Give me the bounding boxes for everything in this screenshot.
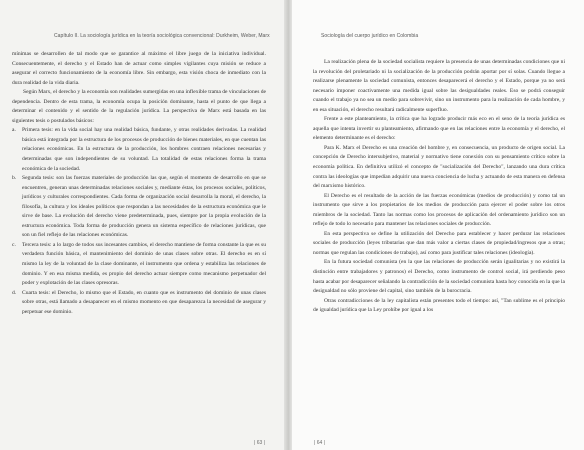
list-item-text: Primera tesis: en la vida social hay una realidad básica, fundante, y otras realidades derivadas. La realidad básica está integrada por la estructura de los procesos de producción de bienes materiales, en que cuentan las relaciones económicas. En la estructura de la producción, los hombres contraen relaciones necesarias y determinadas que son independientes de su voluntad. La totalidad de estas relaciones forma la trama económica de la sociedad.: [22, 127, 266, 172]
page-number-right: | 64 |: [314, 440, 325, 446]
list-marker: c.: [12, 241, 16, 248]
right-page-body: [313, 58, 565, 316]
left-page: [0, 0, 287, 450]
list-marker: d.: [12, 289, 17, 296]
page-number-left: | 63 |: [254, 440, 265, 446]
paragraph: La realización plena de la sociedad socialista requiere la presencia de unas determinadas condiciones que ni la revolución del proletariado ni la socialización de la producción podrán aportar por sí solas. Cuando llegue a realizarse plenamente la sociedad comunista, entonces desaparecerá el derecho y el Estado, porque ya no será necesario imponer coactivamente una medida igual sobre las desigualdades reales. Eso se podrá conseguir cuando el trabajo ya no sea un medio para sobrevivir, sino un instrumento para la realización de cada hombre, y en esa situación, el derecho resultará radicalmente superfluo.: [313, 59, 565, 113]
list-marker: b.: [12, 175, 17, 182]
paragraph: mínimas se desarrollen de tal modo que se garantice al máximo el libre juego de la iniciativa individual. Consecuentemente, el derecho y el Estado han de actuar como simples vigilantes cuya misión se reduce a asegurar el correcto funcionamiento de la economía libre. Sin embargo, esta visión choca de inmediato con la dura realidad de la vida diaria.: [12, 51, 266, 86]
list-item-text: Cuarta tesis: el Derecho, lo mismo que el Estado, en cuanto que es instrumento del dominio de unas clases sobre otras, está llamado a desaparecer en el mismo momento en que desaparezca la necesidad de asegurar y perpetuar ese dominio.: [22, 289, 266, 315]
running-header-left: Capítulo II. La sociología jurídica en la teoría sociológica convencional: Durkheim, Weber, Marx: [54, 33, 270, 39]
list-marker: a.: [12, 127, 16, 134]
paragraph: En esta perspectiva se define la utilización del Derecho para establecer y hacer perdurar las relaciones sociales de producción (leyes tributarias que dan más valor a ciertas clases de propiedad/ingresos que a otras; normas que regulan las condiciones de trabajo), así como para justificar tales relaciones (ideología).: [313, 230, 565, 256]
list-item: [12, 241, 266, 289]
running-header-right: Sociología del cuerpo jurídico en Colombia: [321, 33, 419, 39]
paragraph: Frente a este planteamiento, la crítica que ha logrado producir más eco en el seno de la teoría jurídica es aquella que intenta invertir su planteamiento, afirmando que en las relaciones entre la economía y el derecho, el elemento determinante es el derecho:: [313, 116, 565, 142]
list-item-text: Tercera tesis: a lo largo de todos sus incesantes cambios, el derecho mantiene de forma constante la que es su verdadera función básica, el mantenimiento del dominio de unas clases sobre otras. El derecho es en sí mismo la ley de la voluntad de la clase dominante, el instrumento que ordena y estabiliza las relaciones de dominio. Y en esa misma medida, es propio del derecho actuar siempre como mecanismo perpetuador del poder y explotación de las clases opresoras.: [22, 241, 266, 287]
paragraph: Para K. Marx el Derecho es una creación del hombre y, en consecuencia, un producto de origen social. La concepción de Derecho intersubjetivo, material y normativo tiene conexión con su pensamiento crítico sobre la economía política. En definitiva utilizó el concepto de "socialización del Derecho", lanzando una dura crítica contra las ideologías que impedían adquirir una nueva conciencia de lucha y actuando de esta manera en defensa del marxismo histórico.: [313, 144, 565, 190]
list-item: [12, 289, 266, 318]
left-page-body: [12, 50, 266, 317]
theses-list: [12, 126, 266, 317]
list-item-text: Segunda tesis: son las fuerzas materiales de producción las que, según el momento de desarrollo en que se encuentren, generan unas determinadas relaciones sociales y, mediante éstas, los procesos sociales, políticos, jurídicos y culturales correspondientes. Cada forma de organización social desarrolla la moral, el derecho, la filosofía, la cultura y los ideales políticos que respondan a las necesidades de la estructura económica que le sirve de base. La evolución del derecho viene predeterminada, pues, siempre por la propia evolución de la estructura económica. Toda forma de producción genera un sistema específico de relaciones jurídicas, que son un fiel reflejo de las relaciones económicas.: [22, 175, 266, 239]
right-page: [292, 0, 584, 450]
paragraph: En la futura sociedad comunista (en la que las relaciones de producción serán igualitarias y no existirá la distinción entre trabajadores y patronos) el Derecho, como instrumento de control social, irá perdiendo peso hasta acabar por desaparecer señalando la contradicción de la sociedad comunista hasta hoy conocida en la que la desigualdad no sólo proviene del capital, sino también de la burocracia.: [313, 259, 565, 295]
paragraph: El Derecho es el resultado de la acción de las fuerzas económicas (medios de producción) y como tal un instrumento que sirve a los propietarios de los medios de producción para ejercer el poder sobre los otros miembros de la sociedad. Tanto las normas como los procesos de aplicación del ordenamiento jurídico son un reflejo de todo lo necesario para mantener las relaciones sociales de producción.: [313, 192, 565, 228]
paragraph: Según Marx, el derecho y la economía son realidades sumergidas en una inflexible trama de vinculaciones de dependencia. Dentro de esta trama, la economía ocupa la posición dominante, hasta el punto de que llega a determinar el contenido y el sentido de la regulación jurídica. La perspectiva de Marx está basada en las siguientes tesis o postulados básicos:: [12, 89, 266, 124]
list-item: [12, 126, 266, 174]
list-item: [12, 174, 266, 241]
paragraph: Otras contradicciones de la ley capitalista están presentes todo el tiempo: así, "Tan sublime es el principio de igualdad jurídica que la Ley prohíbe por igual a los: [313, 297, 565, 314]
